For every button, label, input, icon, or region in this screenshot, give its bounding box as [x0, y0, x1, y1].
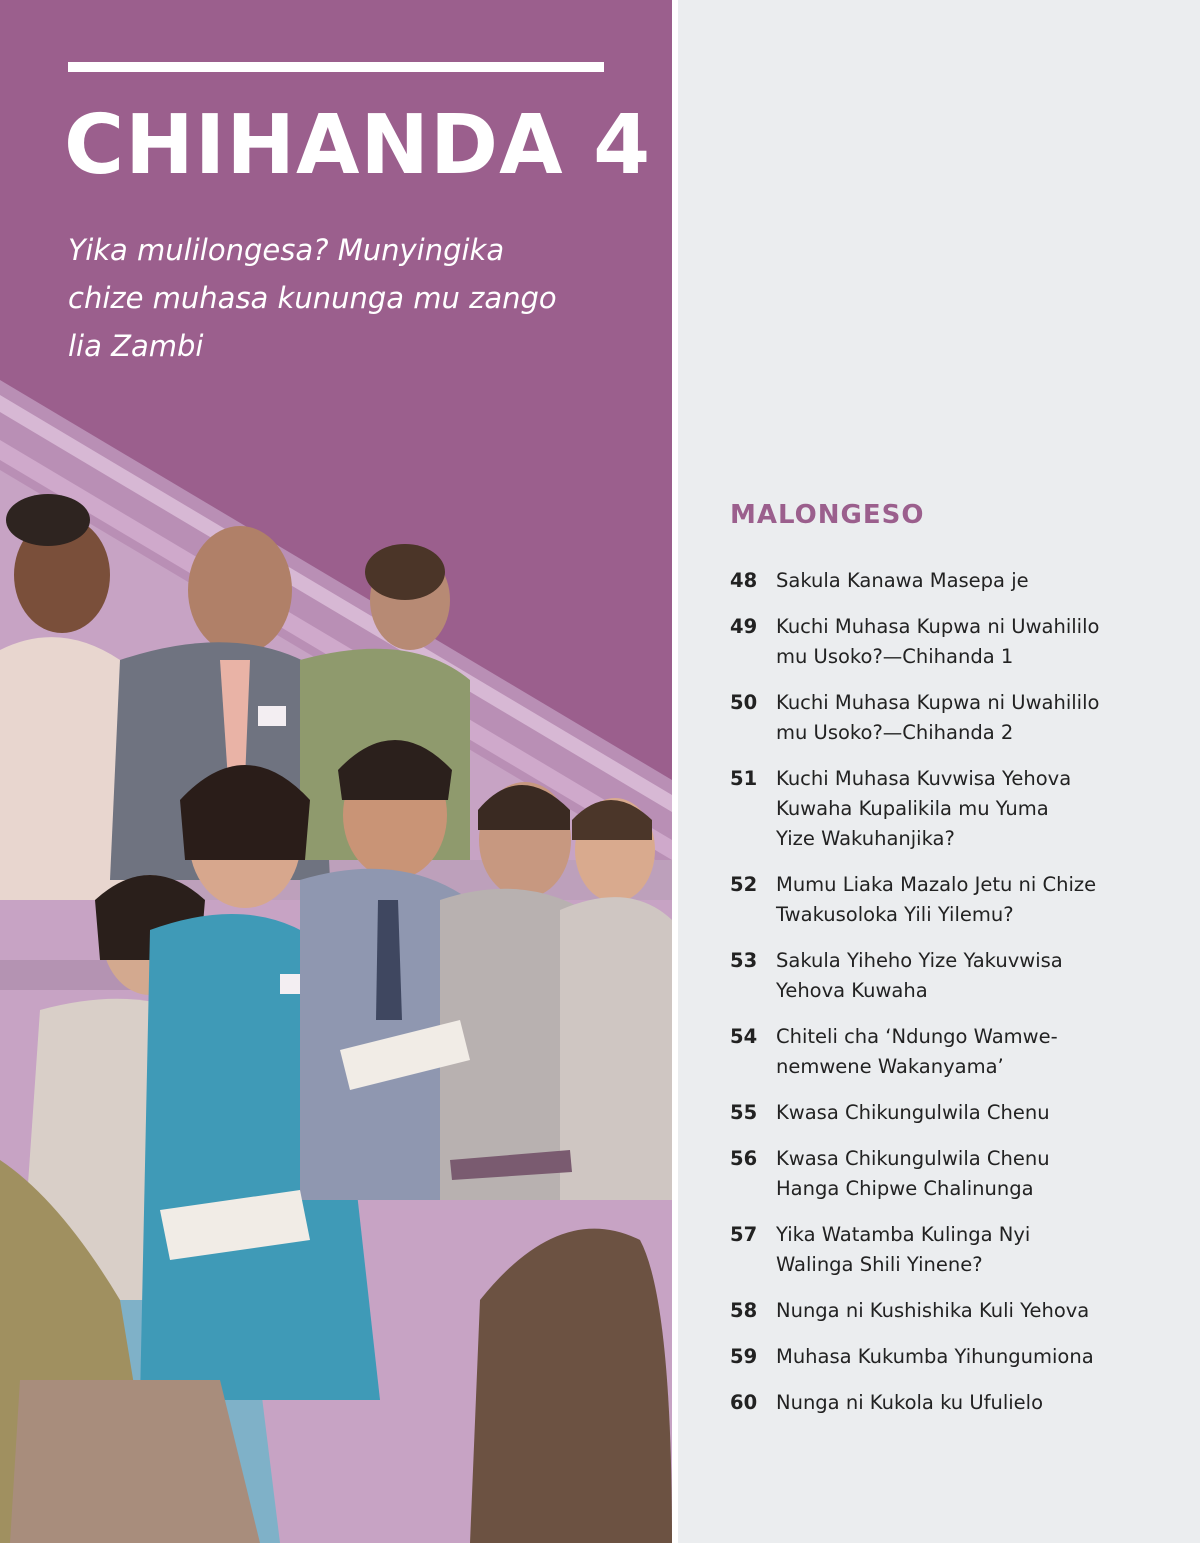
- toc-item[interactable]: [730, 688, 1170, 748]
- toc-title: Mumu Liaka Mazalo Jetu ni Chize Twakusoloka Yili Yilemu?: [776, 873, 1097, 926]
- toc-item[interactable]: [730, 1388, 1170, 1418]
- toc-number: 54: [730, 1025, 758, 1048]
- contents-list: [730, 566, 1170, 1434]
- toc-item[interactable]: [730, 1220, 1170, 1280]
- toc-item[interactable]: [730, 1144, 1170, 1204]
- toc-title: Kuchi Muhasa Kupwa ni Uwahililo mu Usoko?—Chihanda 1: [776, 615, 1100, 668]
- top-rule: [68, 62, 604, 72]
- toc-title: Kuchi Muhasa Kupwa ni Uwahililo mu Usoko?—Chihanda 2: [776, 691, 1100, 744]
- toc-number: 48: [730, 569, 758, 592]
- toc-number: 52: [730, 873, 758, 896]
- toc-title: Nunga ni Kushishika Kuli Yehova: [776, 1299, 1090, 1322]
- toc-number: 55: [730, 1101, 758, 1124]
- toc-title: Kwasa Chikungulwila Chenu: [776, 1101, 1050, 1124]
- toc-number: 57: [730, 1223, 758, 1246]
- toc-item[interactable]: [730, 764, 1170, 854]
- toc-title: Sakula Kanawa Masepa je: [776, 569, 1029, 592]
- toc-number: 60: [730, 1391, 758, 1414]
- toc-number: 49: [730, 615, 758, 638]
- toc-item[interactable]: [730, 870, 1170, 930]
- part-subtitle: Yika mulilongesa? Munyingika chize muhasa kununga mu zango lia Zambi: [68, 233, 557, 363]
- toc-item[interactable]: [730, 1098, 1170, 1128]
- toc-title: Kwasa Chikungulwila Chenu Hanga Chipwe Chalinunga: [776, 1147, 1050, 1200]
- toc-item[interactable]: [730, 1342, 1170, 1372]
- toc-item[interactable]: [730, 946, 1170, 1006]
- toc-title: Kuchi Muhasa Kuvwisa Yehova Kuwaha Kupalikila mu Yuma Yize Wakuhanjika?: [776, 767, 1072, 850]
- toc-item[interactable]: [730, 566, 1170, 596]
- toc-title: Muhasa Kukumba Yihungumiona: [776, 1345, 1094, 1368]
- toc-title: Yika Watamba Kulinga Nyi Walinga Shili Yinene?: [776, 1223, 1031, 1276]
- toc-number: 56: [730, 1147, 758, 1170]
- toc-item[interactable]: [730, 1296, 1170, 1326]
- toc-item[interactable]: [730, 612, 1170, 672]
- contents-heading: MALONGESO: [730, 500, 925, 530]
- toc-number: 53: [730, 949, 758, 972]
- toc-number: 58: [730, 1299, 758, 1322]
- toc-title: Nunga ni Kukola ku Ufulielo: [776, 1391, 1044, 1414]
- part-title: CHIHANDA 4: [64, 98, 652, 193]
- toc-number: 51: [730, 767, 758, 790]
- toc-title: Sakula Yiheho Yize Yakuvwisa Yehova Kuwaha: [776, 949, 1063, 1002]
- toc-title: Chiteli cha ‘Ndungo Wamwe- nemwene Wakanyama’: [776, 1025, 1058, 1078]
- toc-number: 50: [730, 691, 758, 714]
- toc-item[interactable]: [730, 1022, 1170, 1082]
- toc-number: 59: [730, 1345, 758, 1368]
